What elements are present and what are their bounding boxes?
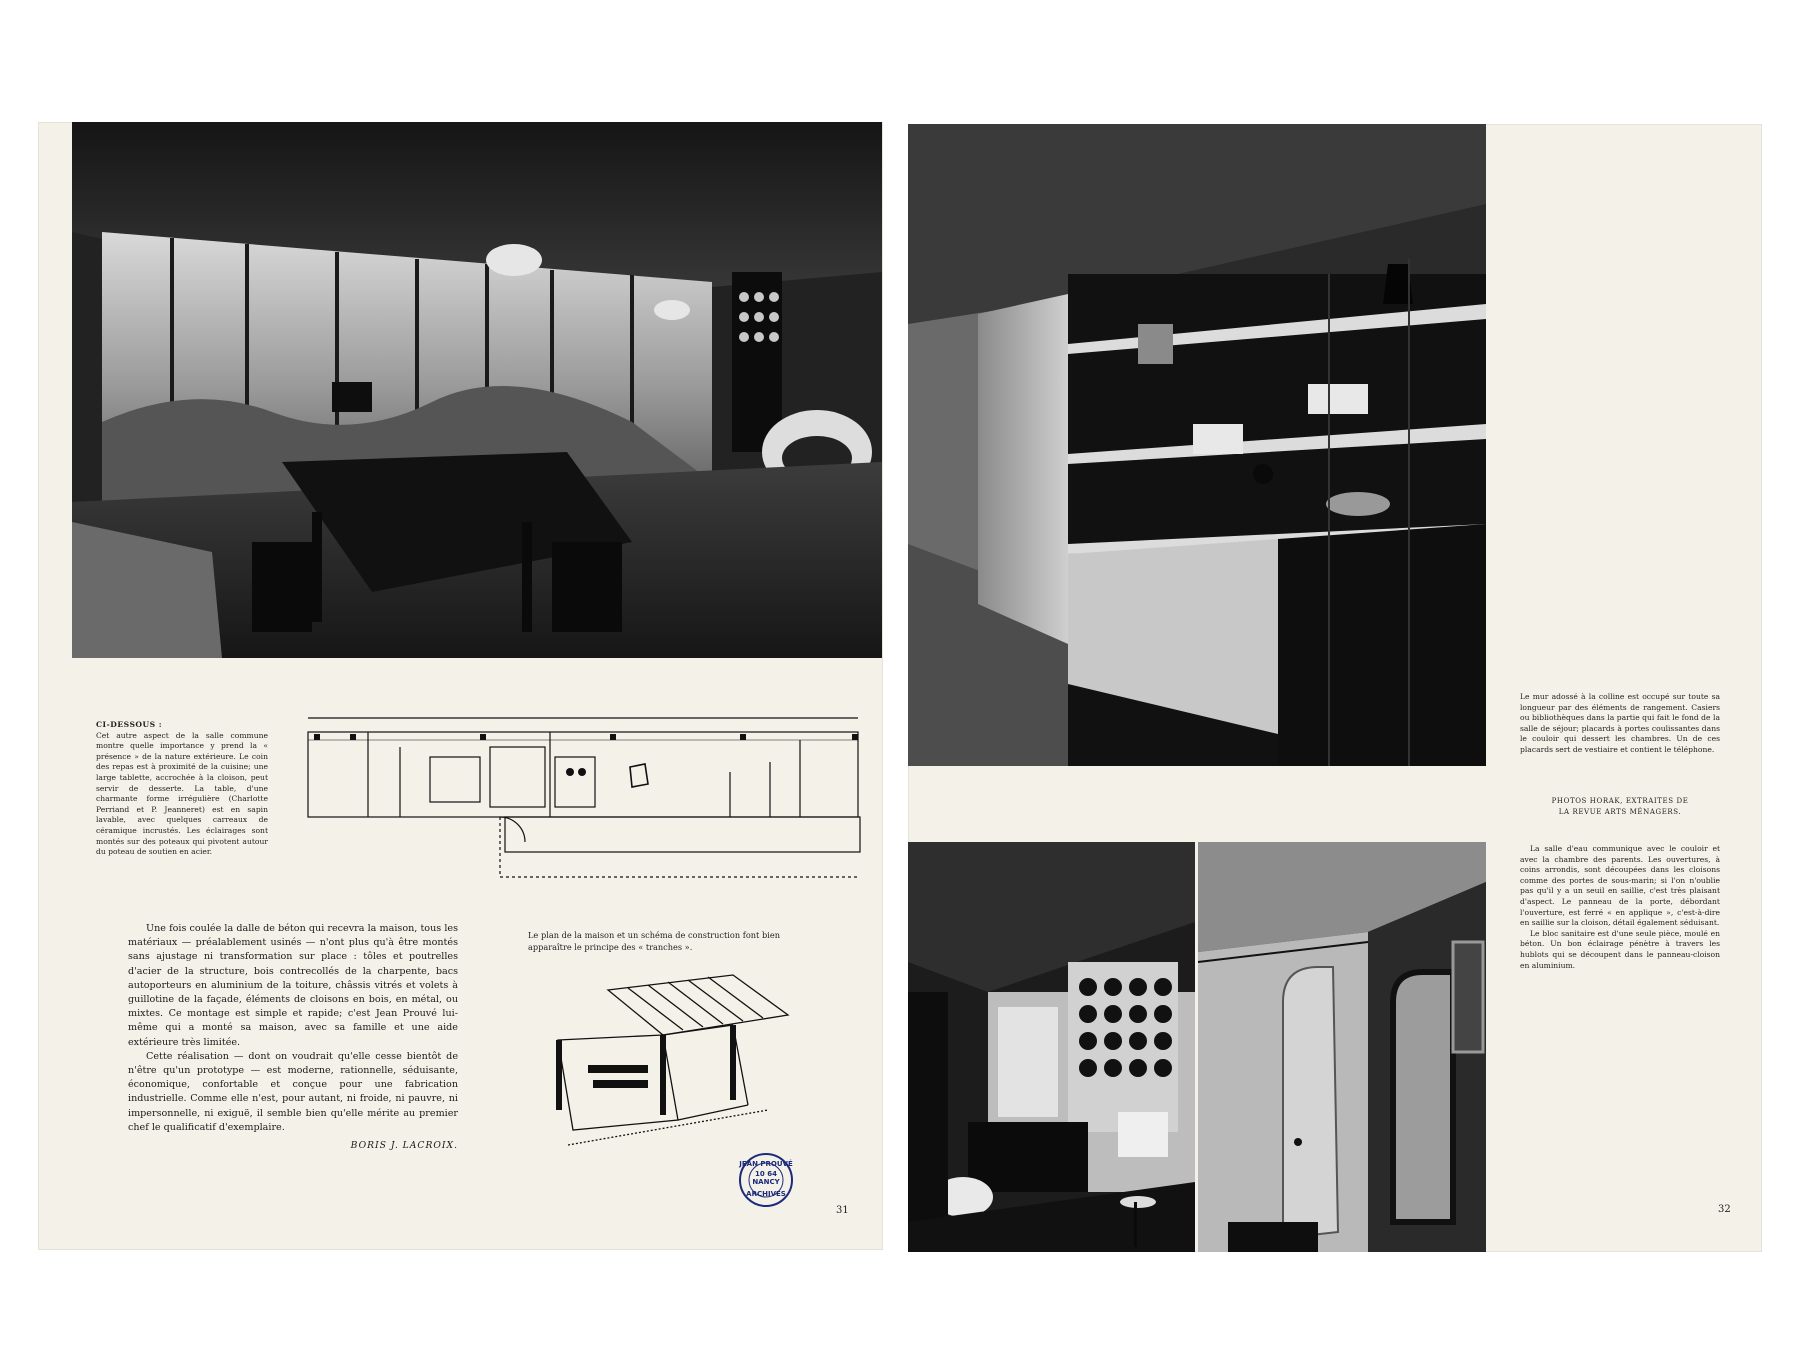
bathroom-caption-paragraph-2: Le bloc sanitaire est d'une seule pièce, moulé en béton. Un bon éclairage pénètre à travers les hublots qui se découpent dans le panneau-cloison en aluminium. [1520, 928, 1720, 970]
caption-ci-dessous [96, 720, 268, 858]
stamp-line-1: JEAN PROUVÉ [739, 1160, 793, 1168]
bathroom-caption-paragraph-1: La salle d'eau communique avec le couloir et avec la chambre des parents. Les ouvertures, à coins arrondis, sont découpées dans les cloisons comme des portes de sous-marin; si l'on n'oublie pas qu'il y a un seuil en saillie, c'est très plaisant d'aspect. Le panneau de la porte, débordant l'ouverture, est ferré « en applique », c'est-à-dire en saillie sur la cloison, détail également séduisant. [1520, 844, 1720, 928]
credit-line-1: PHOTOS HORAK, EXTRAITES DE [1551, 797, 1689, 805]
caption-body: Cet autre aspect de la salle commune montre quelle importance y prend la « présence » de la nature extérieure. Le coin des repas est à proximité de la cuisine; une large tablette, accrochée à la cloison, peut servir de desserte. La table, d'une charmante forme irrégulière (Charlotte Perriand et P. Jeanneret) est en sapin lavable, avec quelques carreaux de céramique incrustés. Les éclairages sont montés sur des poteaux qui pivotent autour du poteau de soutien en acier. [96, 730, 268, 857]
stamp-line-2: 10 64 [755, 1170, 777, 1178]
right-page [908, 124, 1762, 1252]
storage-wall-photo [908, 124, 1486, 766]
stamp-line-4: ARCHIVES [746, 1190, 786, 1198]
left-page [38, 122, 883, 1250]
stamp-line-3: NANCY [752, 1178, 780, 1186]
door-photo [1198, 842, 1486, 1252]
construction-schematic [548, 970, 793, 1155]
article-text [128, 922, 458, 1153]
credit-line-2: LA REVUE ARTS MÉNAGERS. [1558, 808, 1682, 816]
page-number-right: 32 [1718, 1204, 1731, 1215]
author-signature: BORIS J. LACROIX. [350, 1140, 458, 1152]
storage-caption: Le mur adossé à la colline est occupé sur toute sa longueur par des éléments de rangement. Casiers ou bibliothèques dans la partie qui fait le fond de la salle de séjour; placards à portes coulissantes dans le couloir qui dessert les chambres. Un de ces placards sert de vestiaire et contient le téléphone. [1520, 692, 1720, 754]
page-number-left: 31 [836, 1205, 849, 1216]
archive-stamp [738, 1152, 794, 1208]
bathroom-photo [908, 842, 1195, 1252]
bathroom-caption [1520, 844, 1720, 971]
plan-caption: Le plan de la maison et un schéma de construction font bien apparaître le principe des « tranches ». [528, 930, 780, 952]
floor-plan [300, 712, 865, 884]
photo-credit [1514, 796, 1726, 818]
living-room-photo [72, 122, 882, 658]
article-paragraph-2: Cette réalisation — dont on voudrait qu'elle cesse bientôt de n'être qu'un prototype — est moderne, rationnelle, séduisante, économique, confortable et conçue pour une fabrication industrielle. Comme elle n'est, pour autant, ni froide, ni pauvre, ni impersonnelle, ni exiguë, il semble bien qu'elle mérite au premier chef le qualificatif d'exemplaire. [128, 1050, 458, 1133]
caption-title: CI-DESSOUS : [96, 720, 163, 729]
article-paragraph-1: Une fois coulée la dalle de béton qui recevra la maison, tous les matériaux — préalablement usinés — n'ont plus qu'à être montés sans ajustage ni transformation sur place : tôles et poutrelles d'acier de la structure, bois contrecollés de la charpente, bacs autoporteurs en aluminium de la toiture, châssis vitrés et volets à guillotine de la façade, éléments de cloisons en bois, en métal, ou mixtes. Ce montage est simple et rapide; c'est Jean Prouvé lui-même qui a monté sa maison, avec sa famille et une aide extérieure très limitée. [128, 923, 458, 1048]
